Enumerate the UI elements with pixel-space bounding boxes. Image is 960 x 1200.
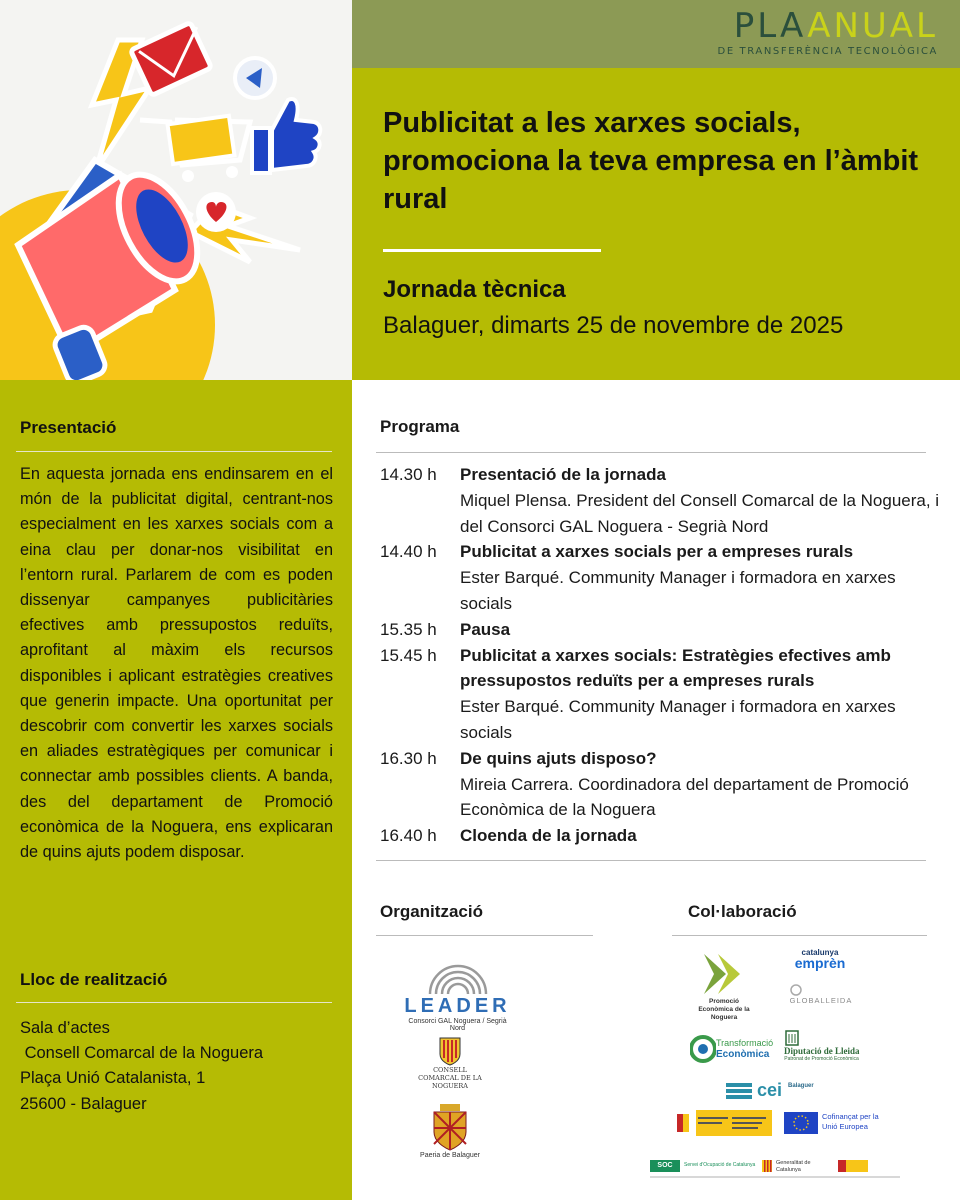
program-detail: Ester Barqué. Community Manager i formadora en xarxes socials [460, 568, 896, 613]
generalitat-icon [762, 1160, 772, 1172]
soc-strip-rule [650, 1176, 900, 1178]
program-item [380, 539, 940, 616]
catalunya-text: catalunya [801, 948, 839, 957]
envelope-icon [131, 22, 212, 95]
generalitat-text: Generalitat de Catalunya [776, 1160, 811, 1173]
ministerio-icon [838, 1160, 868, 1172]
program-time: 16.30 h [380, 748, 437, 768]
title-panel [352, 68, 960, 380]
program-item [380, 823, 940, 849]
program-detail: Miquel Plensa. President del Consell Comarcal de la Noguera, i del Consorci GAL Noguera - Segrià Nord [460, 490, 940, 536]
title-divider [383, 249, 601, 252]
cei-text: cei [757, 1080, 783, 1100]
presentation-heading: Presentació [20, 418, 117, 437]
collaboration-divider [672, 935, 927, 936]
transformacio-logo [690, 1030, 775, 1070]
venue-line: Sala d’actes [20, 1019, 110, 1037]
program-time: 16.40 h [380, 826, 437, 846]
cart-icon [140, 116, 250, 182]
event-type: Jornada tècnica [383, 276, 566, 303]
program-detail: Ester Barqué. Community Manager i formadora en xarxes socials [460, 697, 896, 742]
program-title: Publicitat a xarxes socials per a empreses rurals [460, 542, 854, 562]
leader-arcs-icon [400, 950, 515, 995]
left-column [0, 380, 352, 1200]
brand-band [352, 0, 960, 68]
eu-text: Cofinançat per la Unió Europea [822, 1112, 879, 1131]
program-title: Publicitat a xarxes socials: Estratègies efectives amb pressupostos reduïts per a empreses rurals [460, 645, 891, 691]
program-time: 14.30 h [380, 465, 437, 484]
program-heading: Programa [380, 417, 460, 436]
cei-sub: Balaguer [788, 1083, 814, 1089]
leader-logo [400, 950, 515, 1032]
transformacio-bottom: Econòmica [716, 1049, 770, 1060]
program-item [380, 462, 940, 539]
brand-name: PLAANUAL [733, 6, 938, 46]
paeria-caption: Paeria de Balaguer [420, 1152, 480, 1159]
program-title: Presentació de la jornada [460, 465, 666, 484]
diputacio-text: Diputació de Lleida [784, 1046, 860, 1056]
soc-sub: Servei d'Ocupació de Catalunya [684, 1162, 756, 1168]
heart-icon [196, 192, 236, 232]
presentation-divider [16, 451, 332, 452]
consell-comarcal-logo [410, 1036, 490, 1090]
program-time: 15.35 h [380, 619, 437, 639]
program-bottom-divider [376, 860, 926, 861]
transformacio-top: Transformació [716, 1038, 774, 1048]
leader-caption: Consorci GAL Noguera / Segrià Nord [408, 1018, 507, 1032]
promocio-economica-logo [684, 950, 764, 1022]
program-item [380, 746, 940, 823]
cei-balaguer-logo [724, 1080, 824, 1104]
program-list [380, 462, 940, 849]
diputacio-lleida-logo [784, 1030, 859, 1062]
transformacio-icon [690, 1030, 716, 1068]
pla-anual-logo [718, 8, 938, 57]
event-date: Balaguer, dimarts 25 de novembre de 2025 [383, 312, 844, 339]
program-divider [376, 452, 926, 453]
cei-icon [724, 1080, 754, 1102]
program-detail: Mireia Carrera. Coordinadora del departament de Promoció Econòmica de la Noguera [460, 774, 909, 820]
program-item [380, 643, 940, 746]
eu-cofinancat-logo [784, 1112, 884, 1136]
organization-divider [376, 935, 593, 936]
program-time: 15.45 h [380, 645, 437, 665]
soc-text: SOC [657, 1162, 673, 1169]
page-title: Publicitat a les xarxes socials, promociona la teva empresa en l’àmbit rural [383, 107, 919, 215]
soc-generalitat-strip [650, 1160, 905, 1186]
coat-of-arms-icon [410, 1036, 490, 1066]
megaphone-illustration [0, 0, 352, 380]
globalleida-logo [786, 984, 856, 1005]
organization-heading: Organització [380, 902, 483, 921]
program-title: De quins ajuts disposo? [460, 748, 657, 768]
program-title: Pausa [460, 619, 511, 639]
hero-illustration [0, 0, 352, 380]
program-time: 14.40 h [380, 542, 437, 562]
catalunya-empren-logo [790, 948, 850, 969]
venue-heading: Lloc de realització [20, 970, 168, 989]
paeria-logo [410, 1102, 490, 1159]
soc-badge [650, 1160, 680, 1172]
venue-address [20, 1016, 340, 1117]
brand-subtitle: DE TRANSFERÈNCIA TECNOLÒGICA [717, 46, 938, 57]
diputacio-crest-icon [784, 1030, 800, 1046]
empren-text: emprèn [794, 955, 846, 971]
venue-line: 25600 - Balaguer [20, 1094, 147, 1113]
globalleida-icon [786, 984, 806, 996]
program-title: Cloenda de la jornada [460, 826, 637, 846]
venue-line: Plaça Unió Catalanista, 1 [20, 1069, 206, 1088]
venue-divider [16, 1002, 332, 1003]
leader-wordmark: LEADER [404, 995, 511, 1017]
presentation-text: En aquesta jornada ens endinsarem en el món de la publicitat digital, centrant-nos especialment en les xarxes socials com a eina clau per donar-nos visibilitat en l’entorn rural. Parlarem de com es poden dissenyar campanyes publicitàries efectives amb pressupostos reduïts, aprofitant al màxim els recursos disponibles i aplicant estratègies creatives que generin impacte. Una oportunitat per descobrir com convertir les xarxes socials en aliades estratègiques per comunicar i connectar amb possibles clients. A banda, des del departament de Promoció econòmica de la Noguera, ens explicaran de quins ajuts podem disposar. [20, 465, 333, 862]
eu-flag-icon [784, 1112, 818, 1134]
paeria-shield-icon [410, 1102, 490, 1152]
diputacio-sub: Patronat de Promoció Econòmica [784, 1056, 859, 1062]
gobierno-espana-logo [674, 1110, 772, 1136]
consell-caption: CONSELL COMARCAL DE LA NOGUERA [418, 1066, 482, 1090]
thumbs-up-icon [252, 99, 320, 173]
venue-line: Consell Comarcal de la Noguera [20, 1044, 264, 1063]
globalleida-text: GLOBALLEIDA [789, 996, 853, 1005]
play-icon [235, 58, 275, 98]
collaboration-heading: Col·laboració [688, 902, 797, 921]
spain-government-icon [674, 1110, 772, 1136]
program-item [380, 617, 940, 643]
promocio-caption: Promoció Econòmica de la Noguera [698, 998, 750, 1021]
promocio-arrow-icon [684, 950, 764, 998]
